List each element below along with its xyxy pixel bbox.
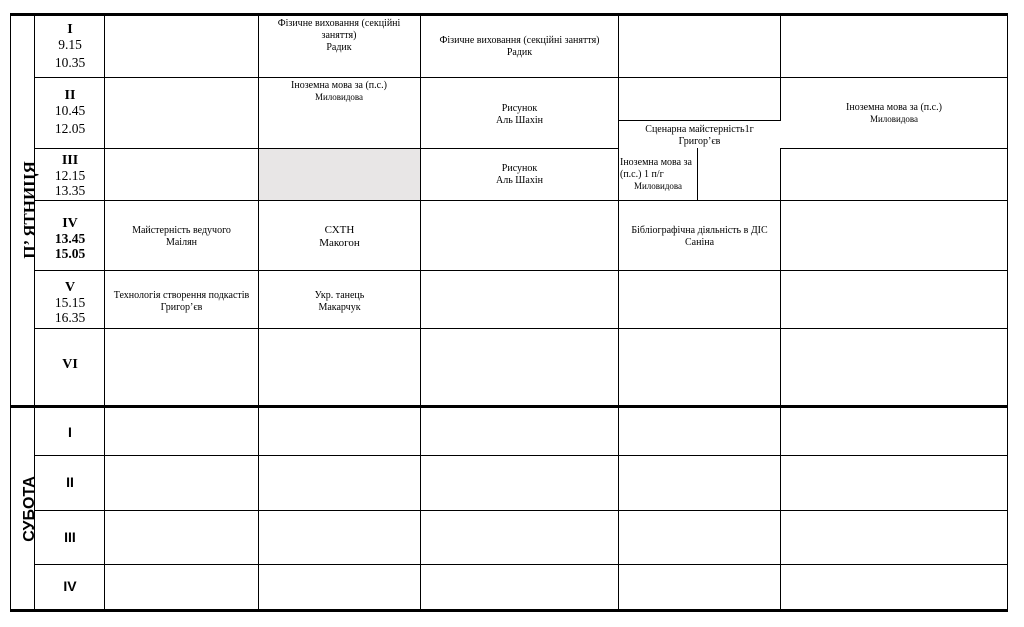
lesson-teacher: Саніна <box>684 237 715 248</box>
row-line <box>34 510 1008 511</box>
shaded-cell <box>259 149 420 200</box>
lesson-teacher: Миловидова <box>314 92 364 102</box>
col-line <box>618 13 619 612</box>
lesson-cell <box>259 287 420 317</box>
lesson-title: Технологія створення подкастів <box>113 290 250 301</box>
lesson-title: Укр. танець <box>314 290 365 301</box>
row-line <box>34 564 1008 565</box>
row-line <box>34 77 1008 78</box>
day-separator <box>10 405 1008 408</box>
lesson-title: Іноземна мова за (п.с.) <box>291 80 387 91</box>
col-line <box>697 148 698 200</box>
row-line <box>34 455 1008 456</box>
period-end: 13.35 <box>54 183 86 198</box>
lesson-title: Рисунок <box>501 103 538 114</box>
lesson-cell <box>619 123 780 148</box>
lesson-title: Іноземна мова за (п.с.) <box>846 102 942 113</box>
period-start: 13.45 <box>54 231 86 246</box>
lesson-cell <box>262 18 416 62</box>
lesson-title: Майстерність ведучого <box>132 225 231 236</box>
lesson-cell <box>421 160 618 190</box>
border-right <box>1007 13 1008 612</box>
period-start: 9.15 <box>58 37 82 52</box>
period-number: VI <box>62 357 78 372</box>
period-end: 12.05 <box>54 121 86 136</box>
border-left <box>10 13 11 612</box>
period-number: V <box>64 280 76 295</box>
period-end: 15.05 <box>54 246 86 261</box>
lesson-teacher: Маілян <box>165 237 198 248</box>
lesson-cell <box>781 100 1007 126</box>
sat-period-2: II <box>66 474 74 490</box>
row-line <box>780 148 1008 149</box>
lesson-cell <box>105 222 258 252</box>
lesson-cell <box>421 30 618 64</box>
day-label-friday: П’ ЯТНИЦЯ <box>20 161 39 259</box>
lesson-cell <box>104 287 259 317</box>
lesson-teacher: Аль Шахін <box>496 115 543 126</box>
period-start: 10.45 <box>54 103 86 118</box>
col-line <box>780 148 781 612</box>
lesson-teacher: Радик <box>326 42 352 53</box>
period-end: 10.35 <box>54 55 86 70</box>
lesson-title: Іноземна мова за (п.с.) 1 п/г <box>620 157 692 180</box>
row-line <box>618 120 780 121</box>
lesson-teacher: Григор’єв <box>160 302 203 313</box>
period-number: I <box>67 22 73 37</box>
period-start: 15.15 <box>54 295 86 310</box>
period-4 <box>36 216 104 261</box>
border-top <box>10 13 1008 16</box>
lesson-teacher: Макарчук <box>318 302 361 313</box>
lesson-cell <box>262 80 416 104</box>
lesson-teacher: Григор’єв <box>678 135 721 147</box>
period-start: 12.15 <box>54 168 86 183</box>
lesson-teacher: Аль Шахін <box>496 175 543 186</box>
row-line <box>34 328 1008 329</box>
period-3 <box>36 153 104 198</box>
sat-period-1: I <box>68 424 72 440</box>
lesson-teacher: Радик <box>506 47 533 58</box>
lesson-title: СХТН <box>324 224 355 236</box>
lesson-title: Фізичне виховання (секційні заняття) <box>439 35 600 46</box>
lesson-teacher: Миловидова <box>869 114 919 124</box>
lesson-title: Рисунок <box>501 163 538 174</box>
period-number: II <box>64 88 76 103</box>
day-label-saturday: СУБОТА <box>21 476 38 542</box>
period-number: IV <box>62 216 78 231</box>
period-end: 16.35 <box>54 310 86 325</box>
lesson-cell <box>421 100 618 130</box>
period-2 <box>36 88 104 136</box>
border-bottom <box>10 609 1008 612</box>
period-1 <box>36 22 104 70</box>
row-line <box>34 270 1008 271</box>
lesson-cell <box>619 222 780 252</box>
lesson-title: Бібліографічна діяльність в ДІС <box>631 225 768 236</box>
lesson-title: Сценарна майстерність1г <box>645 123 754 135</box>
lesson-cell <box>620 154 696 194</box>
lesson-teacher: Миловидова <box>633 181 683 191</box>
sat-period-4: IV <box>63 578 77 594</box>
lesson-title: Фізичне виховання (секційні заняття) <box>277 18 401 41</box>
period-5 <box>36 280 104 325</box>
row-line <box>34 200 1008 201</box>
sat-period-3: III <box>64 529 76 545</box>
period-number: III <box>61 153 79 168</box>
lesson-cell <box>259 222 420 252</box>
lesson-teacher: Макогон <box>319 237 360 249</box>
period-6 <box>36 357 104 372</box>
